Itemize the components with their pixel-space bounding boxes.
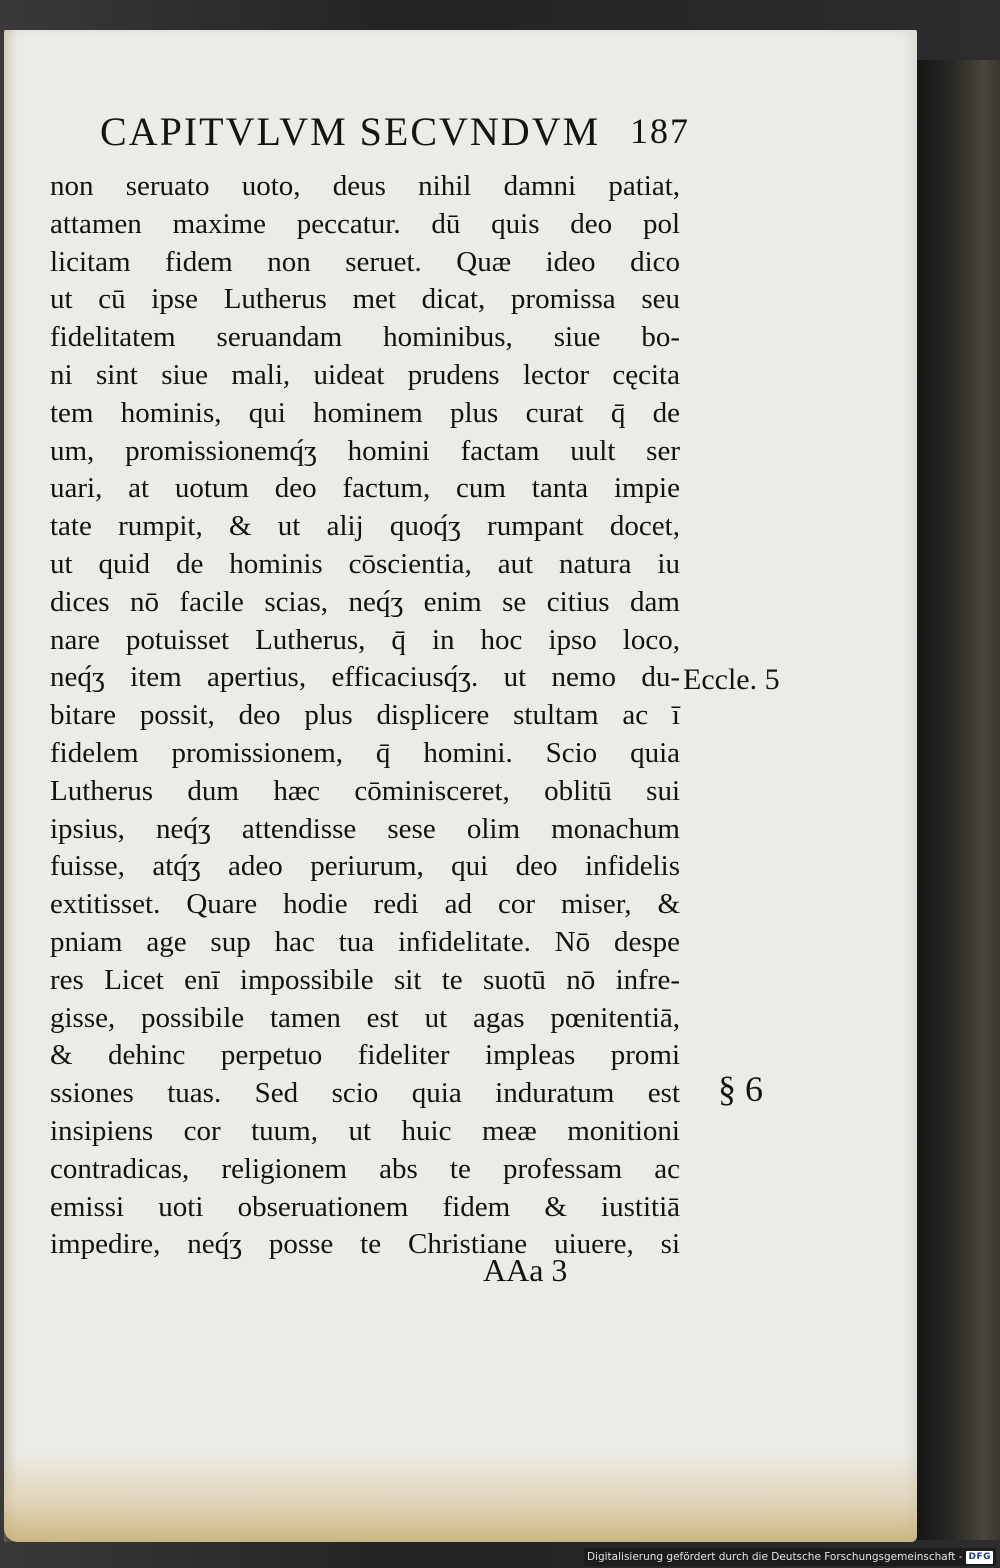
- text-line: res Licet enī impossibile sit te suotū nō infre-: [50, 963, 680, 996]
- text-line: ssiones tuas. Sed scio quia induratum est: [50, 1077, 680, 1110]
- text-line: non seruato uoto, deus nihil damni patiat,: [50, 170, 680, 202]
- text-line: ipsius, neq́ʒ attendisse sese olim monachum: [50, 812, 680, 845]
- page-gutter-shadow: [4, 30, 18, 1542]
- text-line: impedire, neq́ʒ posse te Christiane uiuere, si: [50, 1228, 680, 1261]
- text-line: extitisset. Quare hodie redi ad cor miser, &: [50, 888, 680, 921]
- text-line: bitare possit, deo plus displicere stultam ac ī: [50, 699, 680, 732]
- text-line: ut quid de hominis cōscientia, aut natura iu: [50, 547, 680, 580]
- text-line: contradicas, religionem abs te professam ac: [50, 1152, 680, 1185]
- text-line: licitam fidem non seruet. Quæ ideo dico: [50, 245, 680, 278]
- running-head-title: CAPITVLVM SECVNDVM: [100, 109, 601, 154]
- text-line: neq́ʒ item apertius, efficaciusq́ʒ. ut nemo du-: [50, 661, 680, 694]
- dfg-logo: DFG: [968, 1551, 991, 1562]
- digitization-credit: [584, 1548, 996, 1566]
- text-line: & dehinc perpetuo fideliter impleas promi: [50, 1039, 680, 1072]
- text-line: uari, at uotum deo factum, cum tanta impie: [50, 472, 680, 505]
- text-line: fuisse, atq́ʒ adeo periurum, qui deo infidelis: [50, 850, 680, 883]
- text-line: fidelem promissionem, q̄ homini. Scio quia: [50, 736, 680, 769]
- book-edge: [915, 60, 1000, 1540]
- marginal-note-eccle: Eccle. 5: [683, 663, 780, 696]
- credit-text: Digitalisierung gefördert durch die Deutsche Forschungsgemeinschaft -: [586, 1551, 963, 1563]
- text-line: tem hominis, qui hominem plus curat q̄ de: [50, 396, 680, 429]
- marginal-note-section: § 6: [718, 1069, 763, 1109]
- body-text: [50, 168, 680, 1264]
- text-line: pniam age sup hac tua infidelitate. Nō despe: [50, 925, 680, 958]
- text-line: gisse, possibile tamen est ut agas pœnitentiā,: [50, 1001, 680, 1034]
- text-line: ut cū ipse Lutherus met dicat, promissa seu: [50, 283, 680, 316]
- text-line: Lutherus dum hæc cōminisceret, oblitū sui: [50, 774, 680, 807]
- text-line: dices nō facile scias, neq́ʒ enim se citius dam: [50, 585, 680, 618]
- folio-number: 187: [630, 111, 690, 151]
- text-line: tate rumpit, & ut alij quoq́ʒ rumpant docet,: [50, 510, 680, 543]
- text-line: emissi uoti obseruationem fidem & iustitiā: [50, 1190, 680, 1223]
- page-water-stain: [4, 1452, 917, 1542]
- running-header: [100, 108, 690, 164]
- text-line: insipiens cor tuum, ut huic meæ monitioni: [50, 1114, 680, 1147]
- text-line: ni sint siue mali, uideat prudens lector cęcita: [50, 358, 680, 391]
- text-line: um, promissionemq́ʒ homini factam uult ser: [50, 434, 680, 467]
- text-line: fidelitatem seruandam hominibus, siue bo-: [50, 321, 680, 354]
- text-line: attamen maxime peccatur. dū quis deo pol: [50, 207, 680, 240]
- text-line: nare potuisset Lutherus, q̄ in hoc ipso loco,: [50, 623, 680, 656]
- signature-mark: AAa 3: [483, 1252, 568, 1288]
